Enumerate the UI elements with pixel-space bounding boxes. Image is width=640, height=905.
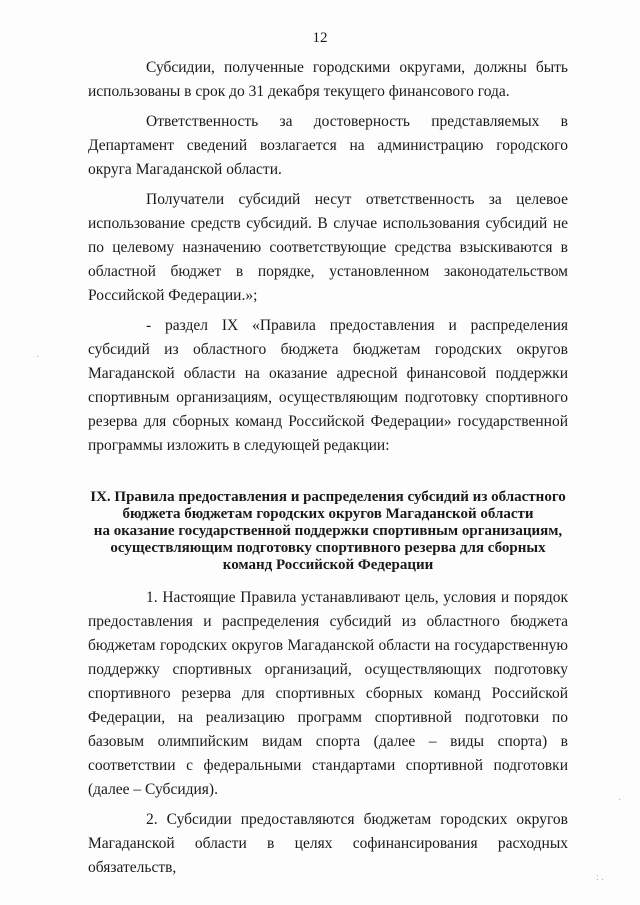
paragraph-section-ix-amendment: - раздел IX «Правила предоставления и распределения субсидий из областного бюджета бюджетам городских округов Магаданской области на оказание адресной финансовой поддержки спортивным организациям, осуществляющим подготовку спортивного резерва для сборных команд Российской Федерации» государственной программы изложить в следующей редакции: bbox=[88, 317, 568, 454]
scan-speck: : . bbox=[596, 872, 604, 883]
paragraph-subsidy-deadline: Субсидии, полученные городскими округами, должны быть использованы в срок до 31 декабря текущего финансового года. bbox=[88, 59, 568, 100]
section-heading-line: IX. Правила предоставления и распределения субсидий из областного bbox=[90, 489, 566, 505]
intro-text bbox=[88, 56, 568, 458]
paragraph-responsibility-reliability: Ответственность за достоверность представляемых в Департамент сведений возлагается на администрацию городского округа Магаданской области. bbox=[88, 113, 568, 178]
section-heading bbox=[88, 489, 568, 574]
paragraph-subsidy-provision: 2. Субсидии предоставляются бюджетам городских округов Магаданской области в целях софинансирования расходных обязательств, bbox=[88, 811, 568, 876]
section-heading-line: на оказание государственной поддержки спортивным организациям, bbox=[93, 523, 563, 539]
section-heading-line: бюджета бюджетам городских округов Магаданской области bbox=[122, 506, 534, 522]
section-heading-line: осуществляющим подготовку спортивного резерва для сборных bbox=[110, 540, 546, 556]
section-text bbox=[88, 586, 568, 880]
page-number: 12 bbox=[312, 30, 328, 46]
scan-speck: · bbox=[618, 795, 622, 806]
paragraph-recipients-responsibility: Получатели субсидий несут ответственность за целевое использование средств субсидий. В случае использования субсидий не по целевому назначению соответствующие средства взыскиваются в областной бюджет в порядке, установленном законодательством Российской Федерации.»; bbox=[88, 191, 568, 304]
scan-speck: · bbox=[36, 352, 40, 363]
paragraph-rules-purpose: 1. Настоящие Правила устанавливают цель, условия и порядок предоставления и распределения субсидий из областного бюджета бюджетам городских округов Магаданской области на государственную поддержку спортивных организаций, осуществляющих подготовку спортивного резерва для спортивных сборных команд Российской Федерации, на реализацию программ спортивной подготовки по базовым олимпийским видам спорта (далее – виды спорта) в соответствии с федеральными стандартами спортивной подготовки (далее – Субсидия). bbox=[88, 589, 568, 798]
section-heading-line: команд Российской Федерации bbox=[222, 557, 434, 573]
